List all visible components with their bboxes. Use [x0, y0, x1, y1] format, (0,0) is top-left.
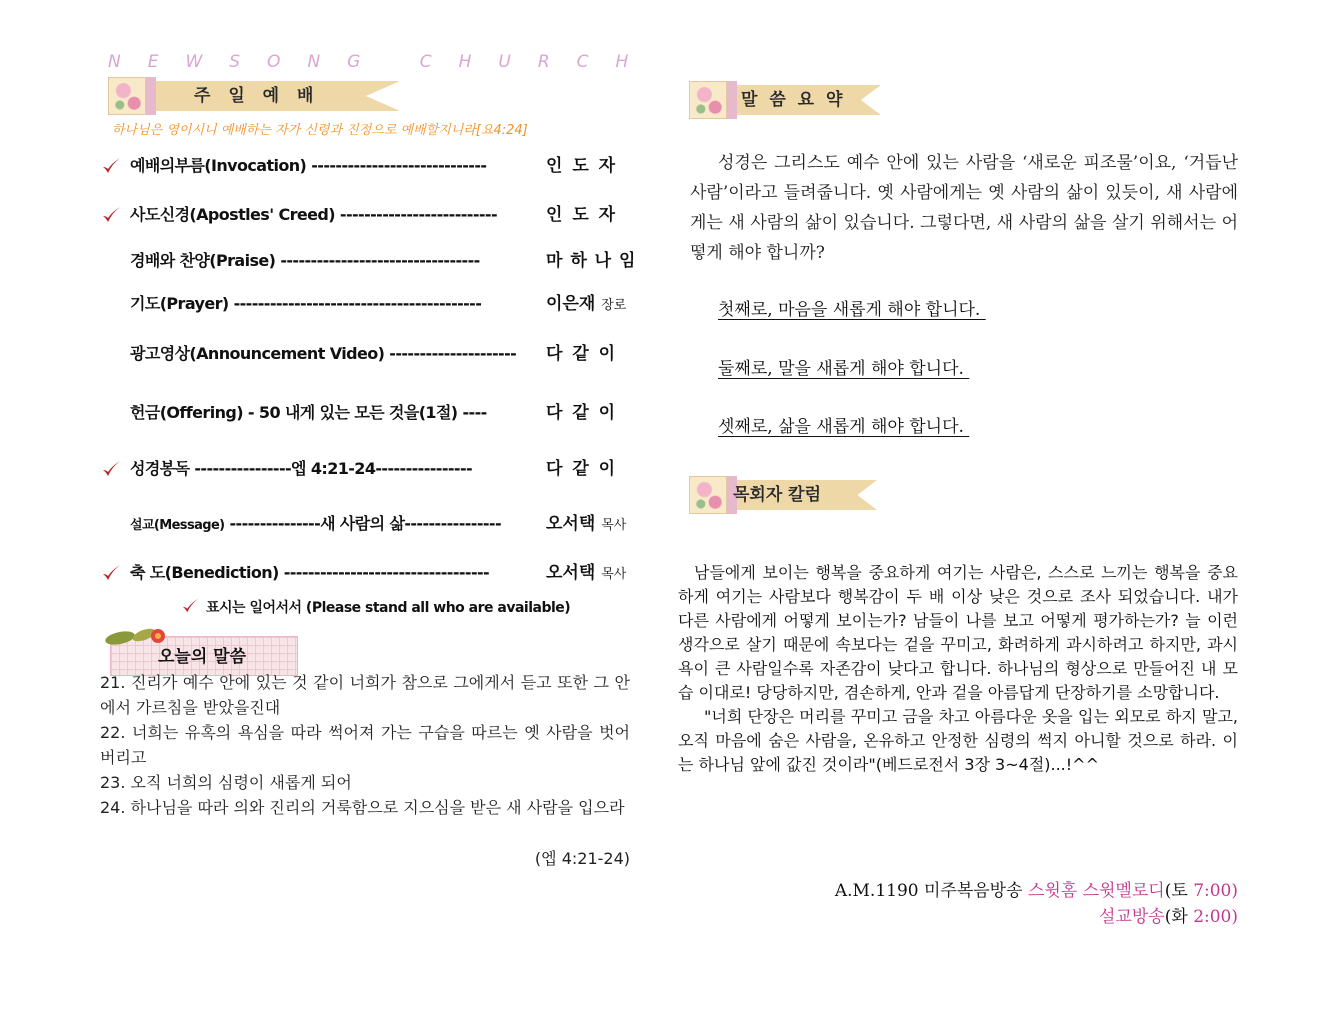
summary-intro: 성경은 그리스도 예수 안에 있는 사람을 ‘새로운 피조물’이요, ‘거듭난 사람’이라고 들려줍니다. 옛 사람에게는 옛 사람의 삶이 있듯이, 새 사람에게는 새 사람의 삶이 있습니다. 그렇다면, 새 사람의 삶을 살기 위해서는 어떻게 해야 합니까?	[690, 153, 1238, 263]
verse-21: 21. 진리가 예수 안에 있는 것 같이 너희가 참으로 그에게서 듣고 또한 그 안에서 가르침을 받았을진대	[100, 673, 630, 717]
verse-22: 22. 너희는 유혹의 욕심을 따라 썩어져 가는 구습을 따르는 옛 사람을 벗어 버리고	[100, 723, 630, 767]
rose-icon	[689, 81, 727, 119]
column-title: 목회자 칼럼	[733, 485, 822, 505]
column-paragraph: 남들에게 보이는 행복을 중요하게 여기는 사람은, 스스로 느끼는 행복을 중요하게 여기는 사람보다 행복감이 두 배 이상 낮은 것으로 조사 되었습니다. 내가 다른 사람에게 어떻게 보이는가? 남들이 나를 보고 어떻게 평가하는가? 늘 이런 생각으로 살기 때문에 속보다는 겉을 꾸미고, 화려하게 과시하려고 하지만, 과시욕이 큰 사람일수록 자존감이 낮다고 합니다. 하나님의 형상으로 만들어진 내 모습 이대로! 당당하지만, 겸손하게, 안과 겉을 아름답게 단장하기를 소망합니다.	[678, 563, 1238, 702]
check-icon	[100, 459, 122, 479]
verse-motto: 하나님은 영이시니 예배하는 자가 신령과 진정으로 예배할지니라[요4:24]	[112, 123, 528, 138]
broadcast-info	[700, 878, 1238, 930]
summary-title: 말 씀 요 약	[741, 90, 846, 110]
rose-icon	[689, 476, 727, 514]
order-row-praise: 경배와 찬양(Praise) --------------------------------- 마 하 나 임	[130, 251, 637, 271]
order-row-offering: 헌금(Offering) - 50 내게 있는 모든 것을(1절) ---- 다 같 이	[130, 403, 618, 423]
worship-title: 주 일 예 배	[194, 86, 320, 106]
order-row-creed: 사도신경(Apostles' Creed) -------------------------- 인 도 자	[100, 202, 645, 228]
order-row-message: 설교(Message) ---------------새 사람의 삶---------------- 오서택 목사	[130, 514, 627, 534]
church-name: NEWSONG CHURCH	[108, 52, 656, 72]
column-banner	[689, 476, 877, 514]
check-icon	[180, 597, 200, 615]
check-icon	[100, 205, 122, 225]
verse-23: 23. 오직 너희의 심령이 새롭게 되어	[100, 773, 352, 792]
scripture-text	[100, 670, 630, 820]
verse-24: 24. 하나님을 따라 의와 진리의 거룩함으로 지으심을 받은 새 사람을 입으라	[100, 798, 625, 817]
rose-icon	[108, 77, 146, 115]
order-row-scripture-reading: 성경봉독 ----------------엡 4:21-24---------------- 다 같 이	[100, 456, 645, 482]
summary-banner	[689, 81, 881, 119]
todays-word-title: 오늘의 말씀	[158, 647, 247, 667]
check-icon	[100, 563, 122, 583]
order-row-prayer: 기도(Prayer) ----------------------------------------- 이은재 장로	[130, 294, 627, 314]
order-row-invocation: 예배의부름(Invocation) ----------------------------- 인 도 자	[100, 153, 645, 179]
summary-point-1: 첫째로, 마음을 새롭게 해야 합니다.	[718, 300, 986, 320]
check-icon	[100, 156, 122, 176]
summary-point-2: 둘째로, 말을 새롭게 해야 합니다.	[718, 359, 970, 379]
order-row-announcement: 광고영상(Announcement Video) --------------------- 다 같 이	[130, 344, 618, 364]
worship-banner	[108, 77, 400, 115]
order-row-benediction: 축 도(Benediction) ---------------------------------- 오서택 목사	[100, 560, 645, 586]
scripture-reference: (엡 4:21-24)	[534, 849, 630, 868]
standing-note: 표시는 일어서서 (Please stand all who are available)	[180, 597, 570, 617]
broadcast-line-2: 설교방송(화 2:00)	[1099, 907, 1238, 927]
pastor-column-text	[678, 561, 1238, 777]
column-paragraph: "너희 단장은 머리를 꾸미고 금을 차고 아름다운 옷을 입는 외모로 하지 말고, 오직 마음에 숨은 사람을, 온유하고 안정한 심령의 썩지 아니할 것으로 하라. 이는 하나님 앞에 값진 것이라"(베드로전서 3장 3~4절)...!^^	[678, 707, 1238, 774]
broadcast-line-1: A.M.1190 미주복음방송 스윗홈 스윗멜로디(토 7:00)	[834, 881, 1238, 901]
summary-point-3: 셋째로, 삶을 새롭게 해야 합니다.	[718, 417, 970, 437]
